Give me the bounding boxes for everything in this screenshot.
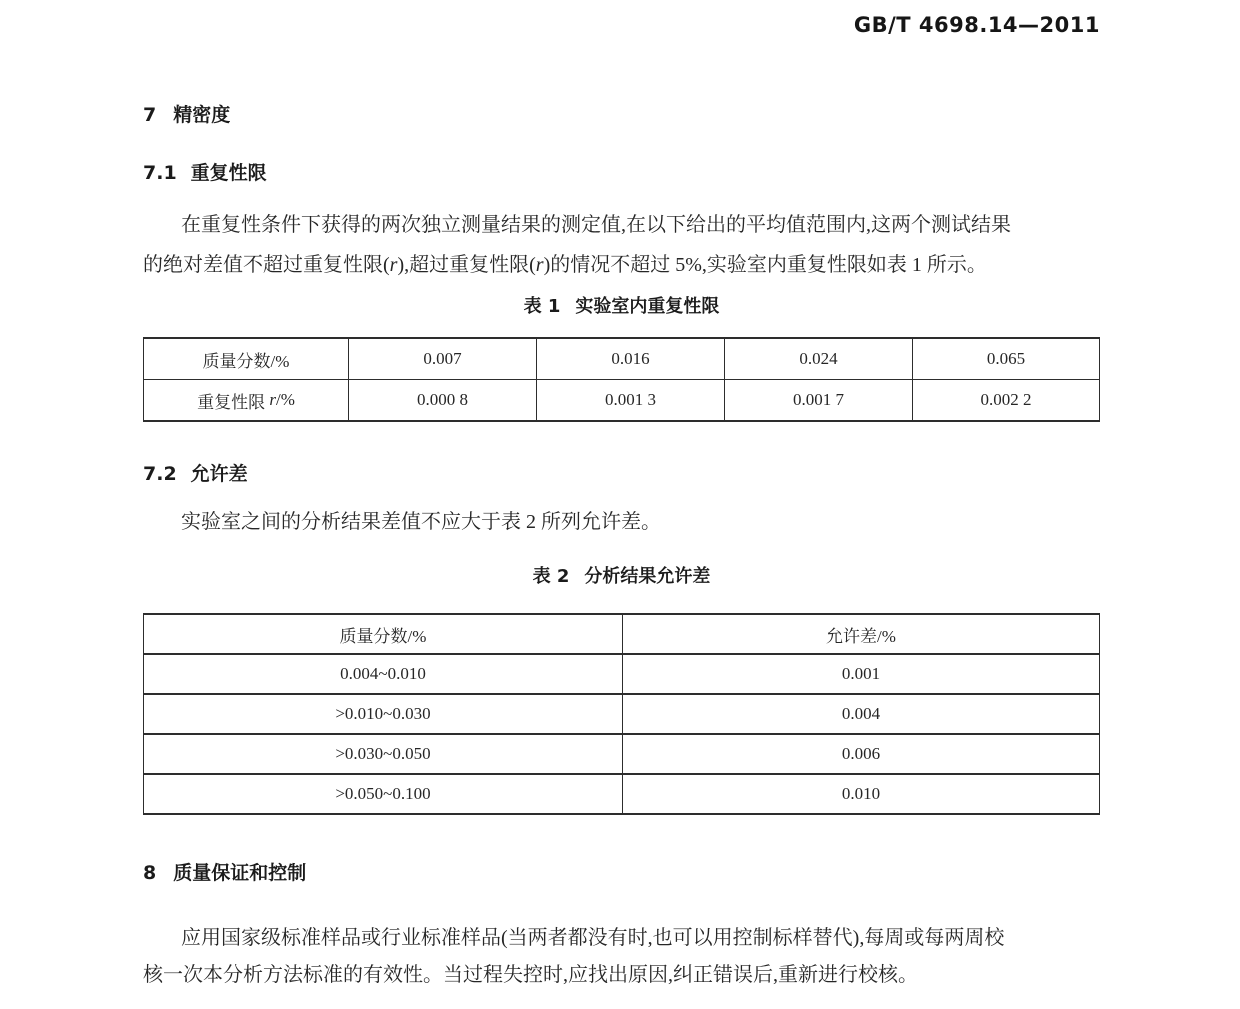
table-1-caption bbox=[143, 292, 1100, 318]
section-7-2-heading bbox=[143, 459, 1100, 486]
table-cell: 0.002 2 bbox=[912, 379, 1099, 420]
table-cell: 0.024 bbox=[724, 339, 912, 379]
section-8-heading bbox=[143, 858, 1100, 885]
table-header-cell: 允许差/% bbox=[622, 615, 1099, 653]
table-cell: 0.004 bbox=[622, 693, 1099, 733]
paragraph-8-line1: 应用国家级标准样品或行业标准样品(当两者都没有时,也可以用控制标样替代),每周或每两周校 bbox=[181, 927, 1005, 949]
section-7-2-title: 允许差 bbox=[190, 463, 248, 485]
table-2-caption-title: 分析结果允许差 bbox=[584, 566, 711, 587]
table-cell: 0.006 bbox=[622, 733, 1099, 773]
table-cell: 0.001 3 bbox=[536, 379, 724, 420]
table-cell: 0.007 bbox=[348, 339, 536, 379]
table-header-cell: 质量分数/% bbox=[339, 626, 427, 646]
table-1-caption-label: 表 1 bbox=[523, 296, 561, 317]
section-8-title: 质量保证和控制 bbox=[173, 862, 307, 884]
table-cell: 0.010 bbox=[622, 773, 1099, 813]
table-cell: 0.065 bbox=[912, 339, 1099, 379]
table-cell: >0.050~0.100 bbox=[144, 773, 622, 813]
standard-number: GB/T 4698.14—2011 bbox=[853, 13, 1100, 37]
section-8-number: 8 bbox=[143, 862, 157, 884]
repeatability-symbol-r: r bbox=[389, 254, 398, 276]
section-7-number: 7 bbox=[143, 104, 157, 126]
paragraph-7-1-line2-seg3: )的情况不超过 5%,实验室内重复性限如表 1 所示。 bbox=[543, 254, 987, 276]
table-cell: 0.001 bbox=[622, 653, 1099, 693]
row2-label-prefix: 重复性限 bbox=[197, 392, 270, 412]
table-2 bbox=[143, 613, 1100, 815]
table-cell: 质量分数/% bbox=[202, 351, 290, 371]
table-2-caption bbox=[143, 562, 1100, 588]
paragraph-7-1-line2 bbox=[143, 252, 1100, 278]
section-7-1-title: 重复性限 bbox=[190, 162, 267, 184]
repeatability-symbol-r: r bbox=[535, 254, 544, 276]
table-1 bbox=[143, 337, 1100, 422]
table-1-caption-title: 实验室内重复性限 bbox=[575, 296, 720, 317]
section-7-title: 精密度 bbox=[173, 104, 231, 126]
section-7-2-number: 7.2 bbox=[143, 463, 177, 485]
table-cell: 0.004~0.010 bbox=[144, 653, 622, 693]
paragraph-7-1-line2-seg2: ),超过重复性限( bbox=[397, 254, 536, 276]
table-cell: 0.000 8 bbox=[348, 379, 536, 420]
table-cell bbox=[144, 379, 348, 420]
section-7-1-number: 7.1 bbox=[143, 162, 177, 184]
paragraph-7-2: 实验室之间的分析结果差值不应大于表 2 所列允许差。 bbox=[181, 511, 661, 533]
table-cell: >0.010~0.030 bbox=[144, 693, 622, 733]
row2-label-suffix: /% bbox=[275, 390, 295, 409]
table-cell: 0.016 bbox=[536, 339, 724, 379]
section-7-heading bbox=[143, 100, 1100, 127]
table-cell: >0.030~0.050 bbox=[144, 733, 622, 773]
paragraph-8-line2: 核一次本分析方法标准的有效性。当过程失控时,应找出原因,纠正错误后,重新进行校核。 bbox=[143, 964, 918, 986]
table-2-caption-label: 表 2 bbox=[532, 566, 570, 587]
section-7-1-heading bbox=[143, 158, 1100, 185]
paragraph-7-1-line2-seg1: 的绝对差值不超过重复性限( bbox=[143, 254, 390, 276]
paragraph-7-1-line1: 在重复性条件下获得的两次独立测量结果的测定值,在以下给出的平均值范围内,这两个测试结果 bbox=[181, 214, 1011, 236]
table-cell: 0.001 7 bbox=[724, 379, 912, 420]
repeatability-symbol-r: r bbox=[269, 390, 276, 409]
